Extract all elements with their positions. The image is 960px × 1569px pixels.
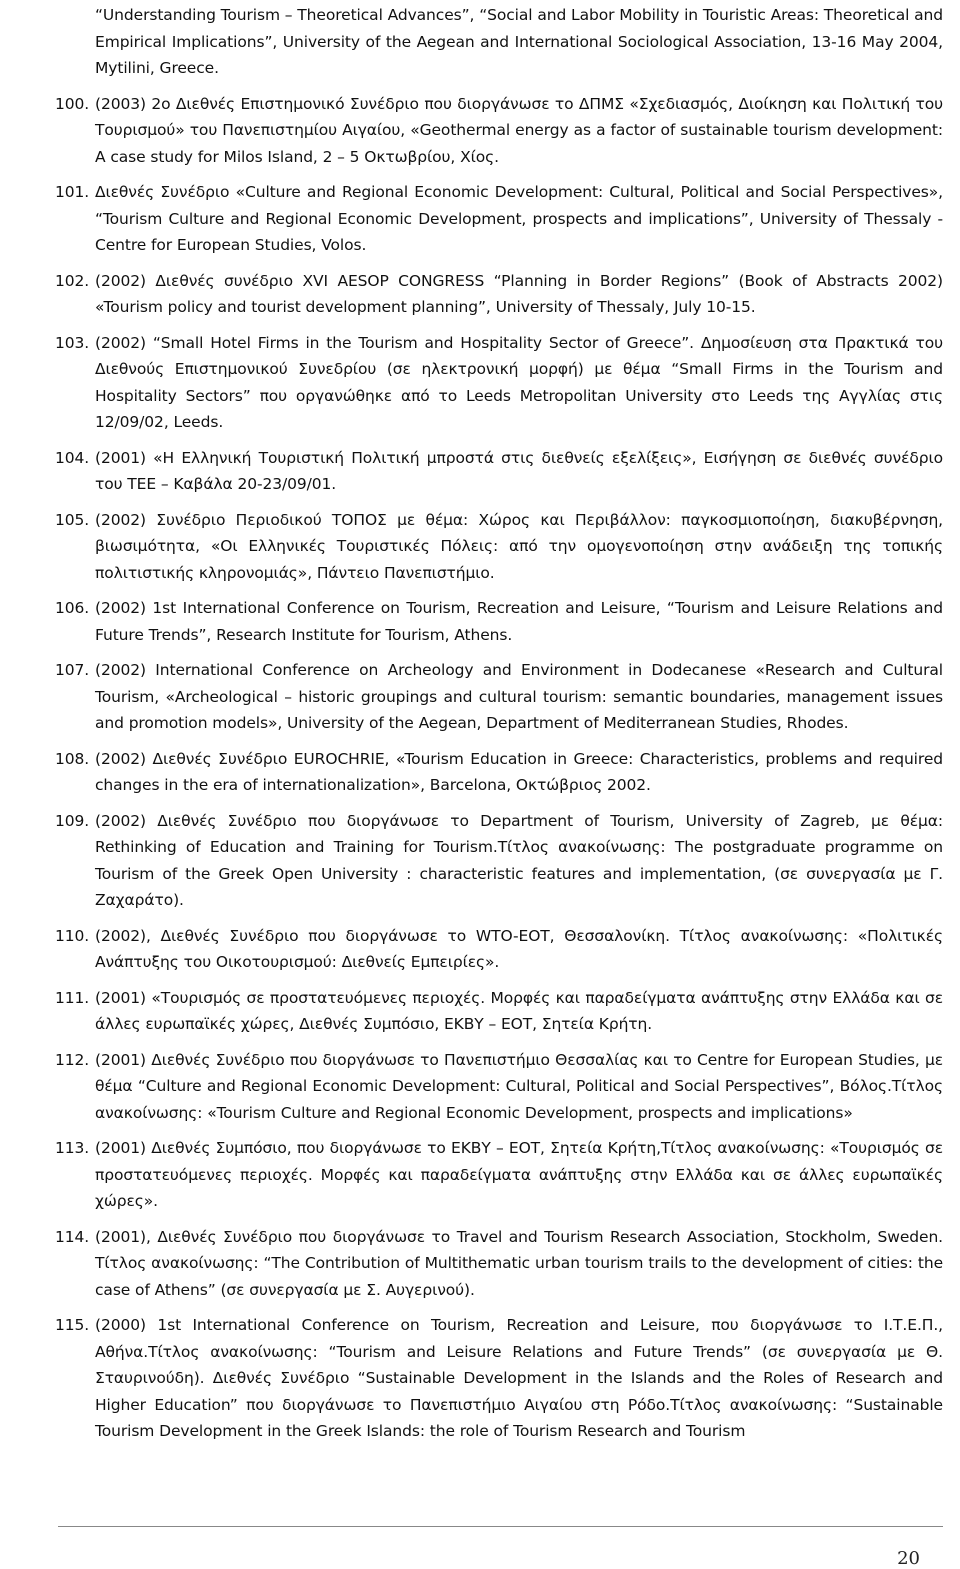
entry-number: 103. [55, 333, 90, 352]
reference-list [55, 2, 943, 1454]
entry-text: (2002) “Small Hotel Firms in the Tourism and Hospitality Sector of Greece”. Δημοσίευση στα Πρακτικά του Διεθνούς Επιστημονικού Συνεδρίου (σε ηλεκτρονική μορφή) με θέμα “Small Firms in the Tourism and Hospitality Sectors” που οργανώθηκε από το Leeds Metropolitan University στο Leeds της Αγγλίας στις 12/09/02, Leeds. [95, 333, 943, 431]
entry-text: (2001) Διεθνές Συνέδριο που διοργάνωσε το Πανεπιστήμιο Θεσσαλίας και το Centre for European Studies, με θέμα “Culture and Regional Economic Development: Cultural, Political and Social Perspectives”, Βόλος.Τίτλος ανακοίνωσης: «Tourism Culture and Regional Economic Development, prospects and implications» [95, 1050, 943, 1122]
entry-number: 100. [55, 94, 90, 113]
list-item [55, 507, 943, 587]
entry-text: “Understanding Tourism – Theoretical Advances”, “Social and Labor Mobility in Touristic Areas: Theoretical and Empirical Implications”, University of the Aegean and International Sociological Association, 13-16 May 2004, Mytilini, Greece. [95, 6, 943, 77]
entry-number: 104. [55, 448, 90, 467]
list-item [55, 1135, 943, 1215]
list-item [55, 445, 943, 498]
entry-text: (2001), Διεθνές Συνέδριο που διοργάνωσε το Travel and Tourism Research Association, Stockholm, Sweden. Τίτλος ανακοίνωσης: “The Contribution of Multithematic urban tourism trails to the development of cities: the case of Athens” (σε συνεργασία με Σ. Αυγερινού). [95, 1227, 943, 1299]
entry-number: 110. [55, 926, 90, 945]
page-number: 20 [897, 1548, 920, 1569]
list-item [55, 657, 943, 737]
list-item-continuation [55, 2, 943, 82]
entry-number: 114. [55, 1227, 90, 1246]
entry-text: (2002) 1st International Conference on Tourism, Recreation and Leisure, “Tourism and Leisure Relations and Future Trends”, Research Institute for Tourism, Athens. [95, 599, 943, 644]
entry-text: (2002), Διεθνές Συνέδριο που διοργάνωσε το WTO-ΕΟΤ, Θεσσαλονίκη. Τίτλος ανακοίνωσης: «Πολιτικές Ανάπτυξης του Οικοτουρισμού: Διεθνείς Εμπειρίες». [95, 926, 943, 971]
entry-number: 111. [55, 988, 90, 1007]
entry-text: (2003) 2ο Διεθνές Επιστημονικό Συνέδριο που διοργάνωσε το ΔΠΜΣ «Σχεδιασμός, Διοίκηση και Πολιτική του Τουρισμού» του Πανεπιστημίου Αιγαίου, «Geothermal energy as a factor of sustainable tourism development: A case study for Milos Island, 2 – 5 Οκτωβρίου, Χίος. [95, 94, 943, 166]
list-item [55, 330, 943, 436]
entry-text: (2002) Συνέδριο Περιοδικού ΤΟΠΟΣ με θέμα: Χώρος και Περιβάλλον: παγκοσμιοποίηση, διακυβέρνηση, βιωσιμότητα, «Οι Ελληνικές Τουριστικές Πόλεις: από την ομογενοποίηση στην ανάδειξη της τοπικής πολιτιστικής κληρονομιάς», Πάντειο Πανεπιστήμιο. [95, 510, 943, 582]
list-item [55, 1047, 943, 1127]
entry-text: Διεθνές Συνέδριο «Culture and Regional Economic Development: Cultural, Political and Social Perspectives», “Tourism Culture and Regional Economic Development, prospects and implications”, University of Thessaly - Centre for European Studies, Volos. [95, 183, 943, 254]
list-item [55, 91, 943, 171]
entry-number: 101. [55, 183, 90, 201]
list-item [55, 923, 943, 976]
list-item [55, 595, 943, 648]
entry-number: 115. [55, 1316, 90, 1334]
list-item [55, 1224, 943, 1304]
entry-text: (2000) 1st International Conference on Tourism, Recreation and Leisure, που διοργάνωσε το Ι.Τ.Ε.Π., Αθήνα.Τίτλος ανακοίνωσης: “Tourism and Leisure Relations and Future Trends” (σε συνεργασία με Θ. Σταυρινούδη). Διεθνές Συνέδριο “Sustainable Development in the Islands and the Roles of Research and Higher Education” που διοργάνωσε το Πανεπιστήμιο Αιγαίου στη Ρόδο.Τίτλος ανακοίνωσης: “Sustainable Tourism Development in the Greek Islands: the role of Tourism Research and Tourism [95, 1316, 943, 1440]
entry-text: (2001) Διεθνές Συμπόσιο, που διοργάνωσε το ΕΚΒΥ – ΕΟΤ, Σητεία Κρήτη,Τίτλος ανακοίνωσης: «Τουρισμός σε προστατευόμενες περιοχές. Μορφές και παραδείγματα ανάπτυξης στην Ελλάδα και σε άλλες ευρωπαϊκές χώρες». [95, 1139, 943, 1210]
list-item [55, 179, 943, 259]
footer-divider [58, 1526, 943, 1527]
list-item [55, 1312, 943, 1445]
list-item [55, 268, 943, 321]
entry-number: 106. [55, 599, 90, 617]
entry-text: (2001) «Τουρισμός σε προστατευόμενες περιοχές. Μορφές και παραδείγματα ανάπτυξης στην Ελλάδα και σε άλλες ευρωπαϊκές χώρες, Διεθνές Συμπόσιο, ΕΚΒΥ – ΕΟΤ, Σητεία Κρήτη. [95, 988, 943, 1033]
list-item [55, 808, 943, 914]
entry-number: 112. [55, 1050, 90, 1069]
entry-number: 113. [55, 1139, 90, 1157]
entry-number: 108. [55, 749, 90, 768]
entry-number: 109. [55, 811, 90, 830]
entry-number: 102. [55, 271, 90, 290]
list-item [55, 985, 943, 1038]
entry-text: (2002) International Conference on Archeology and Environment in Dodecanese «Research and Cultural Tourism, «Archeological – historic groupings and cultural tourism: semantic boundaries, management issues and promotion models», University of the Aegean, Department of Mediterranean Studies, Rhodes. [95, 661, 943, 732]
list-item [55, 746, 943, 799]
entry-text: (2001) «Η Ελληνική Τουριστική Πολιτική μπροστά στις διεθνείς εξελίξεις», Εισήγηση σε διεθνές συνέδριο του ΤΕΕ – Καβάλα 20-23/09/01. [95, 448, 943, 493]
entry-number: 105. [55, 510, 90, 529]
entry-number: 107. [55, 661, 90, 679]
entry-text: (2002) Διεθνές Συνέδριο που διοργάνωσε το Department of Tourism, University of Zagreb, με θέμα: Rethinking of Education and Training for Tourism.Τίτλος ανακοίνωσης: The postgraduate programme on Tourism of the Greek Open University : characteristic features and implementation, (σε συνεργασία με Γ. Ζαχαράτο). [95, 811, 943, 909]
entry-text: (2002) Διεθνές Συνέδριο EUROCHRIE, «Tourism Education in Greece: Characteristics, problems and required changes in the era of internationalization», Barcelona, Οκτώβριος 2002. [95, 749, 943, 794]
entry-text: (2002) Διεθνές συνέδριο XVI AESOP CONGRESS “Planning in Border Regions” (Book of Abstracts 2002) «Tourism policy and tourist development planning”, University of Thessaly, July 10-15. [95, 271, 943, 316]
